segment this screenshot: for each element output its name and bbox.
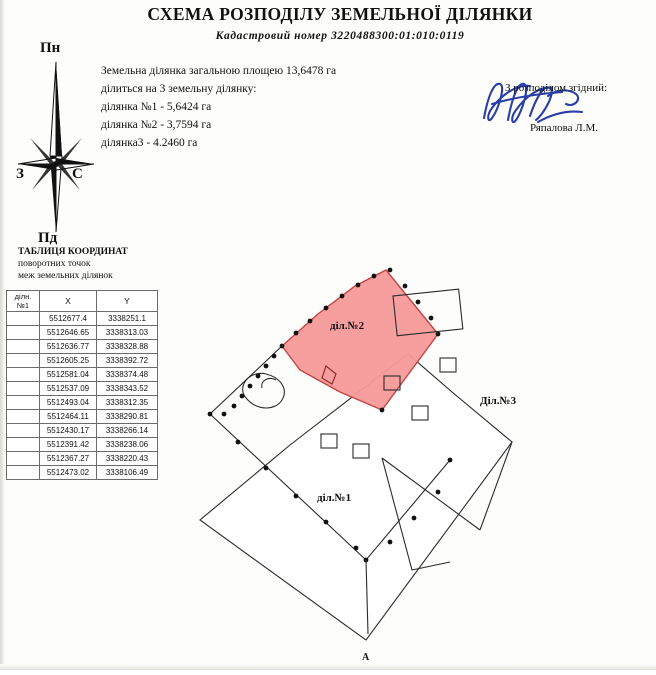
coordinates-heading-line-1: ТАБЛИЦЯ КООРДИНАТ <box>18 247 128 257</box>
page-title: СХЕМА РОЗПОДІЛУ ЗЕМЕЛЬНОЇ ДІЛЯНКИ <box>147 4 533 24</box>
cell-n <box>7 424 40 438</box>
cadastre-number: Кадастровий номер 3220488300:01:010:0119 <box>215 30 465 42</box>
signature-name: Ряпалова Л.М. <box>530 122 599 134</box>
paper-edge-left <box>0 0 5 670</box>
table-row <box>7 438 158 452</box>
cell-x: 5512430.17 <box>40 424 97 438</box>
compass-label-south: Пд <box>38 230 58 246</box>
cell-y: 3338374.48 <box>97 368 158 382</box>
table-header-row <box>7 291 158 312</box>
cell-y: 3338266.14 <box>97 424 158 438</box>
cell-n <box>7 382 40 396</box>
table-row <box>7 340 158 354</box>
cell-x: 5512636.77 <box>40 340 97 354</box>
description-line-1: Земельна ділянка загальною площею 13,6478 га <box>101 65 337 77</box>
axis-label-a: A <box>362 652 370 663</box>
coordinates-table <box>6 290 158 480</box>
coordinates-heading <box>18 246 168 282</box>
cell-x: 5512537.09 <box>40 382 97 396</box>
description-block <box>101 62 411 152</box>
plot-label-1: діл.№1 <box>317 492 352 504</box>
coordinates-heading-line-2: поворотних точок <box>18 259 91 269</box>
plot-label-3: Діл.№3 <box>480 395 517 407</box>
cell-n <box>7 326 40 340</box>
cell-n <box>7 410 40 424</box>
table-row <box>7 396 158 410</box>
cell-y: 3338220.43 <box>97 452 158 466</box>
cell-x: 5512464.11 <box>40 410 97 424</box>
signature-agreement-text: З розподілом згідний: <box>505 82 608 94</box>
table-row <box>7 312 158 326</box>
cell-n <box>7 466 40 480</box>
cell-y: 3338238.06 <box>97 438 158 452</box>
cell-n <box>7 340 40 354</box>
table-row <box>7 424 158 438</box>
cell-y: 3338343.52 <box>97 382 158 396</box>
table-header-x: X <box>40 291 97 312</box>
coordinates-heading-line-3: меж земельних ділянок <box>18 271 113 281</box>
table-header-n: ділн.№1 <box>7 291 40 312</box>
cell-n <box>7 368 40 382</box>
coordinates-table-body <box>7 312 158 480</box>
plot-label-2: діл.№2 <box>330 320 365 332</box>
description-line-5: ділянка3 - 4.2460 га <box>101 137 198 149</box>
table-row <box>7 452 158 466</box>
cell-n <box>7 312 40 326</box>
table-row <box>7 326 158 340</box>
compass-label-west: З <box>16 166 24 182</box>
table-row <box>7 410 158 424</box>
cell-x: 5512605.25 <box>40 354 97 368</box>
compass-label-east: С <box>72 166 83 182</box>
table-row <box>7 354 158 368</box>
cell-y: 3338392.72 <box>97 354 158 368</box>
table-row <box>7 368 158 382</box>
table-row <box>7 382 158 396</box>
parcel-map <box>150 230 656 670</box>
parcel-map-svg <box>150 230 656 670</box>
description-line-3: ділянка №1 - 5,6424 га <box>101 101 212 113</box>
cell-y: 3338290.81 <box>97 410 158 424</box>
cell-y: 3338313.03 <box>97 326 158 340</box>
cell-n <box>7 452 40 466</box>
cell-x: 5512493.04 <box>40 396 97 410</box>
description-line-2: ділиться на 3 земельну ділянку: <box>101 83 257 95</box>
cell-x: 5512677.4 <box>40 312 97 326</box>
table-row <box>7 466 158 480</box>
description-line-4: ділянка №2 - 3,7594 га <box>101 119 212 131</box>
cell-x: 5512367.27 <box>40 452 97 466</box>
cell-x: 5512581.04 <box>40 368 97 382</box>
cell-y: 3338106.49 <box>97 466 158 480</box>
cell-n <box>7 438 40 452</box>
cell-n <box>7 354 40 368</box>
cell-n <box>7 396 40 410</box>
compass-needle-icon <box>10 56 106 246</box>
compass-label-north: Пн <box>40 40 61 56</box>
table-header-y: Y <box>97 291 158 312</box>
compass-rose <box>10 40 106 246</box>
cell-x: 5512391.42 <box>40 438 97 452</box>
cell-y: 3338312.35 <box>97 396 158 410</box>
cell-x: 5512473.02 <box>40 466 97 480</box>
cell-x: 5512646.65 <box>40 326 97 340</box>
cell-y: 3338251.1 <box>97 312 158 326</box>
cell-y: 3338328.88 <box>97 340 158 354</box>
